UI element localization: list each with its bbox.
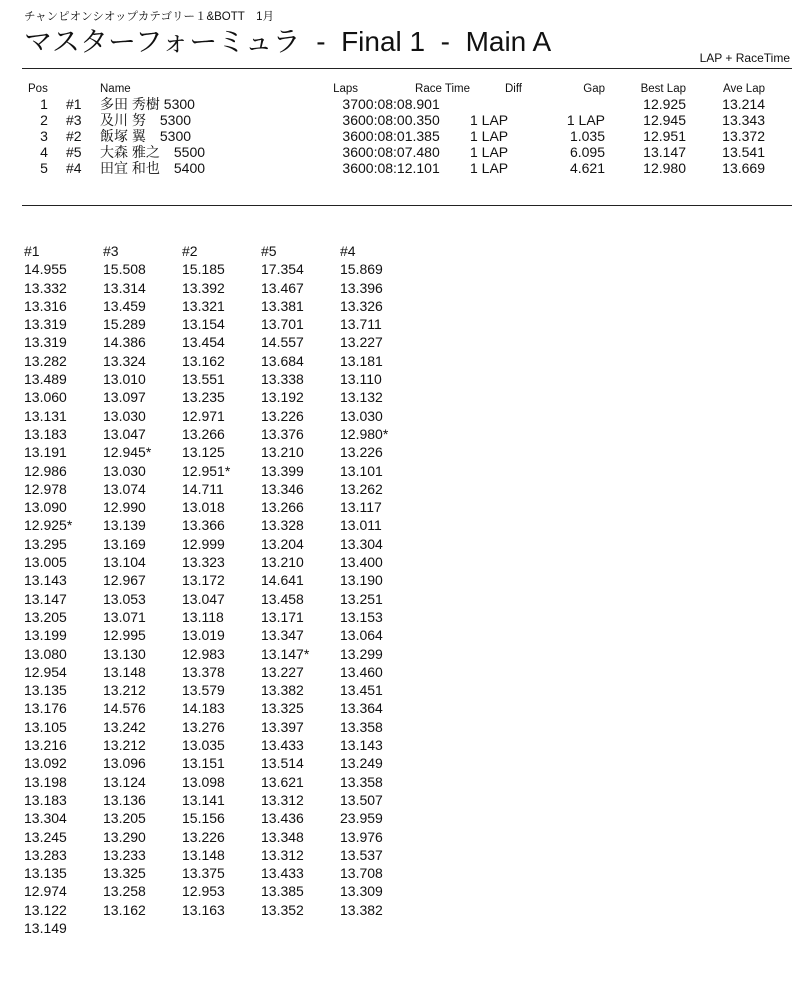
lap-time-cell: 12.983 (182, 645, 225, 662)
lap-row (24, 370, 419, 388)
lap-row (24, 846, 419, 864)
lap-row (24, 699, 419, 717)
lap-time-cell: 13.135 (24, 682, 67, 699)
lap-time-cell: 13.312 (261, 791, 304, 808)
lap-time-cell: 13.130 (103, 645, 146, 662)
lap-time-cell: 13.191 (24, 444, 67, 461)
race-time: 00:08:07.480 (358, 144, 440, 160)
lap-time-cell: 13.169 (103, 535, 146, 552)
lap-time-cell: 13.183 (24, 425, 67, 442)
diff-value: 1 LAP (470, 128, 509, 144)
lap-row (24, 864, 419, 882)
lap-time-cell (340, 919, 419, 937)
average-lap: 13.343 (722, 112, 765, 128)
lap-time-cell: 13.382 (340, 901, 383, 918)
lap-time-cell: 13.451 (340, 682, 383, 699)
lap-time-cell: 14.955 (24, 261, 67, 278)
lap-time-cell: 13.312 (261, 846, 304, 863)
driver-name: 多田 秀樹 5300 (100, 96, 195, 112)
driver-name: 田宜 和也 5400 (100, 160, 206, 176)
lap-time-cell: 13.326 (340, 297, 383, 314)
col-header-number (66, 82, 100, 96)
best-lap: 12.951 (643, 128, 686, 144)
lap-row (24, 882, 419, 900)
lap-time-cell: 13.346 (261, 480, 304, 497)
lap-time-cell: 13.325 (261, 700, 304, 717)
result-row (22, 128, 765, 144)
lap-time-cell: 13.104 (103, 554, 146, 571)
lap-time-cell: 13.226 (182, 828, 225, 845)
driver-name: 及川 努 5300 (100, 112, 192, 128)
lap-time-cell: 13.489 (24, 371, 67, 388)
lap-time-cell: 13.080 (24, 645, 67, 662)
lap-time-cell: 12.953 (182, 883, 225, 900)
lap-time-cell: 13.210 (261, 554, 304, 571)
lap-time-cell: 13.396 (340, 279, 383, 296)
lap-count: 37 (342, 96, 358, 112)
result-pos: 4 (40, 144, 48, 160)
lap-time-cell: 12.925* (24, 517, 73, 534)
lap-time-cell: 12.954 (24, 663, 67, 680)
lap-time-cell: 13.376 (261, 425, 304, 442)
lap-time-cell: 13.192 (261, 389, 304, 406)
lap-time-cell: 13.258 (103, 883, 146, 900)
lap-time-cell: 13.459 (103, 297, 146, 314)
lap-time-cell: 13.098 (182, 773, 225, 790)
header-divider (22, 68, 792, 69)
lap-time-cell: 13.172 (182, 572, 225, 589)
driver-name: 飯塚 翼 5300 (100, 128, 192, 144)
lap-time-cell: 13.364 (340, 700, 383, 717)
lap-col-header-car2: #2 (182, 243, 198, 259)
lap-time-cell: 13.399 (261, 462, 304, 479)
lap-time-cell: 13.366 (182, 517, 225, 534)
lap-time-cell: 13.151 (182, 755, 225, 772)
lap-time-cell: 13.005 (24, 554, 67, 571)
lap-time-cell: 13.139 (103, 517, 146, 534)
lap-time-cell: 13.507 (340, 791, 383, 808)
event-subtitle: チャンピオンシオップカテゴリー１&BOTT 1月 (24, 11, 274, 23)
lap-row (24, 553, 419, 571)
lap-time-cell: 13.097 (103, 389, 146, 406)
lap-row (24, 462, 419, 480)
lap-time-cell: 13.299 (340, 645, 383, 662)
lap-time-cell: 13.551 (182, 371, 225, 388)
lap-time-cell: 13.074 (103, 480, 146, 497)
lap-time-cell: 12.974 (24, 883, 67, 900)
lap-time-cell: 13.176 (24, 700, 67, 717)
lap-row (24, 407, 419, 425)
lap-time-cell: 12.995 (103, 627, 146, 644)
lap-time-cell: 13.295 (24, 535, 67, 552)
lap-time-cell: 13.204 (261, 535, 304, 552)
lap-time-cell: 13.347 (261, 627, 304, 644)
lap-time-cell: 13.125 (182, 444, 225, 461)
lap-time-cell: 12.999 (182, 535, 225, 552)
lap-time-cell: 12.951* (182, 462, 231, 479)
lap-time-cell: 13.266 (261, 499, 304, 516)
lap-time-cell (182, 919, 261, 937)
lap-time-cell: 15.508 (103, 261, 146, 278)
lap-time-cell: 15.869 (340, 261, 383, 278)
lap-time-cell: 13.212 (103, 682, 146, 699)
lap-time-cell: 13.205 (24, 608, 67, 625)
lap-time-cell (103, 919, 182, 937)
lap-time-cell: 13.358 (340, 718, 383, 735)
lap-time-cell: 13.332 (24, 279, 67, 296)
lap-time-cell: 13.282 (24, 352, 67, 369)
lap-time-cell: 13.135 (24, 865, 67, 882)
lap-row (24, 919, 419, 937)
lap-time-cell: 13.235 (182, 389, 225, 406)
lap-time-cell: 13.325 (103, 865, 146, 882)
lap-time-cell: 13.701 (261, 316, 304, 333)
lap-time-cell: 13.467 (261, 279, 304, 296)
timing-mode-label: LAP + RaceTime (699, 51, 790, 65)
lap-time-cell: 13.319 (24, 316, 67, 333)
results-header-row (22, 82, 765, 96)
lap-time-cell: 12.990 (103, 499, 146, 516)
lap-row (24, 626, 419, 644)
lap-time-cell: 13.323 (182, 554, 225, 571)
lap-time-cell: 14.386 (103, 334, 146, 351)
lap-time-cell: 13.242 (103, 718, 146, 735)
lap-time-cell: 15.289 (103, 316, 146, 333)
lap-row (24, 901, 419, 919)
lap-time-cell: 13.233 (103, 846, 146, 863)
lap-time-cell: 13.141 (182, 791, 225, 808)
best-lap: 12.980 (643, 160, 686, 176)
lap-time-cell: 13.226 (340, 444, 383, 461)
lap-time-cell: 13.154 (182, 316, 225, 333)
lap-time-cell: 13.290 (103, 828, 146, 845)
lap-time-cell: 13.262 (340, 480, 383, 497)
lap-time-cell: 14.711 (182, 480, 224, 497)
lap-time-cell: 12.980* (340, 425, 389, 442)
lap-time-cell: 13.064 (340, 627, 383, 644)
lap-time-cell: 13.148 (103, 663, 146, 680)
col-header-best-lap: Best Lap (640, 83, 686, 95)
lap-time-cell: 13.163 (182, 901, 225, 918)
diff-value: 1 LAP (470, 144, 509, 160)
lap-row (24, 663, 419, 681)
lap-time-cell: 13.143 (340, 737, 383, 754)
col-header-pos: Pos (28, 83, 48, 95)
lap-time-cell: 14.557 (261, 334, 304, 351)
lap-time-cell: 13.266 (182, 425, 225, 442)
lap-time-cell: 13.153 (340, 608, 383, 625)
lap-time-cell: 13.392 (182, 279, 225, 296)
lap-row (24, 535, 419, 553)
lap-time-cell: 13.397 (261, 718, 304, 735)
lap-time-cell: 13.030 (103, 407, 146, 424)
result-pos: 1 (40, 96, 48, 112)
lap-time-cell: 13.162 (182, 352, 225, 369)
lap-count: 36 (342, 128, 358, 144)
lap-row (24, 516, 419, 534)
lap-col-header-car1: #1 (24, 243, 40, 259)
lap-header-row (24, 242, 419, 260)
lap-time-cell: 13.400 (340, 554, 383, 571)
lap-time-cell: 13.304 (340, 535, 383, 552)
diff-value: 1 LAP (470, 112, 509, 128)
lap-row (24, 498, 419, 516)
result-pos: 3 (40, 128, 48, 144)
lap-time-cell: 13.324 (103, 352, 146, 369)
lap-time-cell: 13.124 (103, 773, 146, 790)
average-lap: 13.372 (722, 128, 765, 144)
lap-time-cell: 13.381 (261, 297, 304, 314)
lap-row (24, 828, 419, 846)
lap-time-cell: 13.684 (261, 352, 304, 369)
diff-value: 1 LAP (470, 160, 509, 176)
lap-time-cell: 14.641 (261, 572, 304, 589)
lap-time-cell: 13.117 (340, 499, 382, 516)
lap-count: 36 (342, 112, 358, 128)
lap-time-cell: 13.276 (182, 718, 225, 735)
lap-row (24, 809, 419, 827)
lap-time-cell: 13.358 (340, 773, 383, 790)
lap-time-cell: 13.132 (340, 389, 383, 406)
lap-time-cell: 13.011 (340, 517, 382, 534)
lap-row (24, 773, 419, 791)
lap-row (24, 425, 419, 443)
lap-row (24, 718, 419, 736)
race-time: 00:08:00.350 (358, 112, 440, 128)
lap-time-cell: 13.711 (340, 316, 382, 333)
lap-time-cell: 13.338 (261, 371, 304, 388)
lap-time-cell: 13.976 (340, 828, 383, 845)
lap-row (24, 333, 419, 351)
gap-value: 1 LAP (566, 112, 605, 128)
lap-time-cell: 13.210 (261, 444, 304, 461)
lap-time-cell: 12.978 (24, 480, 67, 497)
lap-row (24, 260, 419, 278)
lap-time-cell: 13.436 (261, 810, 304, 827)
lap-time-cell: 13.162 (103, 901, 146, 918)
driver-name: 大森 雅之 5500 (100, 144, 206, 160)
lap-time-cell: 13.621 (261, 773, 304, 790)
average-lap: 13.669 (722, 160, 765, 176)
lap-time-cell: 13.060 (24, 389, 67, 406)
lap-time-cell: 13.375 (182, 865, 225, 882)
lap-time-cell: 13.010 (103, 371, 146, 388)
lap-time-cell: 12.971 (182, 407, 225, 424)
lap-row (24, 791, 419, 809)
col-header-race-time: Race Time (415, 83, 470, 95)
result-row (22, 160, 765, 176)
lap-time-cell: 13.251 (340, 590, 383, 607)
col-header-laps: Laps (333, 83, 358, 95)
page-title: マスターフォーミュラ - Final 1 - Main A (24, 26, 552, 57)
lap-time-cell: 13.245 (24, 828, 67, 845)
lap-time-cell: 13.537 (340, 846, 383, 863)
lap-time-cell: 13.136 (103, 791, 146, 808)
average-lap: 13.541 (722, 144, 765, 160)
gap-value: 1.035 (569, 128, 605, 144)
lap-row (24, 754, 419, 772)
average-lap: 13.214 (722, 96, 765, 112)
lap-time-cell: 13.352 (261, 901, 304, 918)
lap-time-cell: 13.198 (24, 773, 67, 790)
col-header-diff: Diff (504, 83, 522, 95)
lap-count: 36 (342, 160, 358, 176)
lap-time-cell: 13.143 (24, 572, 67, 589)
race-time: 00:08:08.901 (358, 96, 440, 112)
result-row (22, 96, 765, 112)
lap-time-cell: 13.090 (24, 499, 67, 516)
lap-time-cell: 13.035 (182, 737, 225, 754)
lap-col-header-car5: #5 (261, 243, 277, 259)
lap-times-table (24, 242, 419, 937)
lap-time-cell: 13.047 (182, 590, 225, 607)
lap-time-cell: 13.199 (24, 627, 67, 644)
lap-count: 36 (342, 144, 358, 160)
result-pos: 5 (40, 160, 48, 176)
lap-row (24, 571, 419, 589)
lap-row (24, 736, 419, 754)
lap-time-cell: 13.460 (340, 663, 383, 680)
lap-time-cell: 15.156 (182, 810, 225, 827)
lap-time-cell: 13.205 (103, 810, 146, 827)
lap-row (24, 681, 419, 699)
car-number: #4 (66, 160, 82, 176)
result-row (22, 112, 765, 128)
lap-time-cell: 12.945* (103, 444, 152, 461)
lap-row (24, 590, 419, 608)
lap-time-cell: 13.030 (340, 407, 383, 424)
lap-time-cell: 13.131 (24, 407, 67, 424)
result-row (22, 144, 765, 160)
lap-time-cell: 13.147 (24, 590, 67, 607)
lap-col-header-car3: #3 (103, 243, 119, 259)
results-divider (22, 205, 792, 206)
lap-time-cell: 13.227 (261, 663, 304, 680)
lap-time-cell: 13.316 (24, 297, 67, 314)
lap-time-cell: 13.019 (182, 627, 225, 644)
lap-time-cell: 13.309 (340, 883, 383, 900)
car-number: #2 (66, 128, 82, 144)
results-table (22, 82, 765, 176)
col-header-name: Name (100, 83, 131, 95)
lap-time-cell: 13.147* (261, 645, 310, 662)
lap-row (24, 443, 419, 461)
lap-time-cell: 13.092 (24, 755, 67, 772)
col-header-gap: Gap (583, 83, 605, 95)
lap-row (24, 480, 419, 498)
lap-time-cell: 14.183 (182, 700, 225, 717)
lap-time-cell: 13.378 (182, 663, 225, 680)
lap-time-cell: 15.185 (182, 261, 225, 278)
car-number: #3 (66, 112, 82, 128)
lap-time-cell: 14.576 (103, 700, 146, 717)
best-lap: 12.945 (643, 112, 686, 128)
lap-time-cell: 13.047 (103, 425, 146, 442)
lap-time-cell: 13.328 (261, 517, 304, 534)
lap-row (24, 297, 419, 315)
lap-time-cell: 13.454 (182, 334, 225, 351)
col-header-ave-lap: Ave Lap (723, 83, 765, 95)
diff-value (470, 96, 522, 112)
lap-time-cell: 13.249 (340, 755, 383, 772)
lap-time-cell: 13.053 (103, 590, 146, 607)
lap-time-cell: 13.190 (340, 572, 383, 589)
lap-time-cell: 13.226 (261, 407, 304, 424)
lap-time-cell: 23.959 (340, 810, 383, 827)
car-number: #1 (66, 96, 82, 112)
race-time: 00:08:01.385 (358, 128, 440, 144)
lap-time-cell: 13.183 (24, 791, 67, 808)
lap-time-cell: 13.514 (261, 755, 304, 772)
lap-row (24, 388, 419, 406)
gap-value (522, 96, 605, 112)
best-lap: 12.925 (643, 96, 686, 112)
lap-time-cell: 12.967 (103, 572, 146, 589)
gap-value: 6.095 (569, 144, 605, 160)
lap-time-cell: 13.071 (103, 608, 146, 625)
car-number: #5 (66, 144, 82, 160)
lap-time-cell: 13.433 (261, 865, 304, 882)
lap-time-cell: 13.148 (182, 846, 225, 863)
lap-time-cell: 13.227 (340, 334, 383, 351)
lap-time-cell: 13.319 (24, 334, 67, 351)
lap-time-cell: 13.385 (261, 883, 304, 900)
lap-time-cell: 13.321 (182, 297, 225, 314)
best-lap: 13.147 (643, 144, 686, 160)
result-pos: 2 (40, 112, 48, 128)
lap-row (24, 608, 419, 626)
lap-time-cell: 13.110 (340, 371, 382, 388)
lap-time-cell: 13.096 (103, 755, 146, 772)
lap-time-cell: 13.283 (24, 846, 67, 863)
lap-time-cell: 13.382 (261, 682, 304, 699)
lap-time-cell: 12.986 (24, 462, 67, 479)
lap-time-cell: 13.458 (261, 590, 304, 607)
lap-time-cell: 13.579 (182, 682, 225, 699)
lap-time-cell: 13.348 (261, 828, 304, 845)
lap-row (24, 645, 419, 663)
lap-time-cell: 13.314 (103, 279, 146, 296)
lap-col-header-car4: #4 (340, 243, 356, 259)
lap-row (24, 315, 419, 333)
lap-time-cell: 13.212 (103, 737, 146, 754)
lap-time-cell: 13.171 (261, 608, 304, 625)
lap-time-cell: 13.708 (340, 865, 383, 882)
lap-time-cell: 13.122 (24, 901, 67, 918)
gap-value: 4.621 (569, 160, 605, 176)
lap-time-cell: 13.433 (261, 737, 304, 754)
lap-time-cell: 17.354 (261, 261, 304, 278)
lap-time-cell: 13.030 (103, 462, 146, 479)
lap-row (24, 352, 419, 370)
lap-time-cell: 13.018 (182, 499, 225, 516)
race-time: 00:08:12.101 (358, 160, 440, 176)
lap-time-cell: 13.304 (24, 810, 67, 827)
lap-time-cell: 13.149 (24, 919, 67, 936)
lap-time-cell: 13.181 (340, 352, 383, 369)
lap-time-cell: 13.118 (182, 608, 224, 625)
lap-time-cell (261, 919, 340, 937)
lap-time-cell: 13.101 (340, 462, 383, 479)
lap-row (24, 279, 419, 297)
lap-time-cell: 13.105 (24, 718, 67, 735)
lap-time-cell: 13.216 (24, 737, 67, 754)
